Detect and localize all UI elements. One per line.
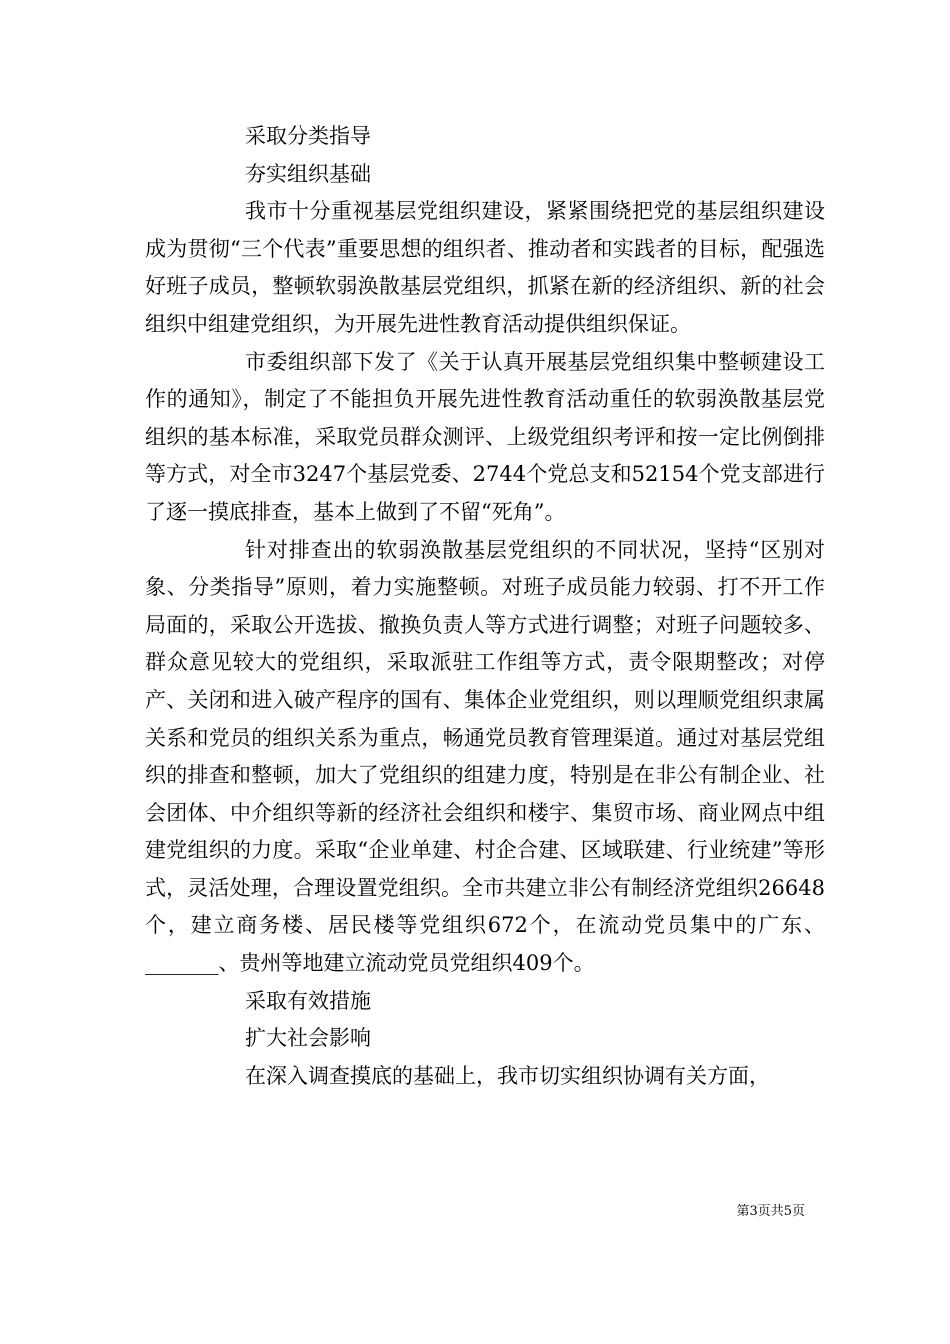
paragraph-party-building: 我市十分重视基层党组织建设，紧紧围绕把党的基层组织建设成为贯彻“三个代表”重要思想的组织者、推动者和实践者的目标，配强选好班子成员，整顿软弱涣散基层党组织，抓紧在新的经济组织、新的社会组织中组建党组织，为开展先进性教育活动提供组织保证。 (145, 199, 825, 336)
section-heading-social-influence: 扩大社会影响 (245, 1026, 371, 1051)
paragraph-rectification: 针对排查出的软弱涣散基层党组织的不同状况，坚持“区别对象、分类指导”原则，着力实施整顿。对班子成员能力较弱、打不开工作局面的，采取公开选拔、撤换负责人等方式进行调整；对班子问题较多、群众意见较大的党组织，采取派驻工作组等方式，责令限期整改；对停产、关闭和进入破产程序的国有、集体企业党组织，则以理顺党组织隶属关系和党员的组织关系为重点，畅通党员教育管理渠道。通过对基层党组织的排查和整顿，加大了党组织的组建力度，特别是在非公有制企业、社会团体、中介组织等新的经济社会组织和楼宇、集贸市场、商业网点中组建党组织的力度。采取“企业单建、村企合建、区域联建、行业统建”等形式，灵活处理，合理设置党组织。全市共建立非公有制经济党组织26648个，建立商务楼、居民楼等党组织672个，在流动党员集中的广东、_______、贵州等地建立流动党员党组织409个。 (145, 537, 825, 976)
section-heading-classified-guidance: 采取分类指导 (245, 124, 371, 148)
paragraph-coordination: 在深入调查摸底的基础上，我市切实组织协调有关方面， (245, 1063, 770, 1088)
section-heading-effective-measures: 采取有效措施 (245, 988, 371, 1013)
document-body (145, 118, 825, 1095)
page-number: 第3页共5页 (736, 1204, 805, 1219)
paragraph-notice-investigation: 市委组织部下发了《关于认真开展基层党组织集中整顿建设工作的通知》，制定了不能担负开展先进性教育活动重任的软弱涣散基层党组织的基本标准，采取党员群众测评、上级党组织考评和按一定比例倒排等方式，对全市3247个基层党委、2744个党总支和52154个党支部进行了逐一摸底排查，基本上做到了不留“死角”。 (145, 349, 825, 524)
section-heading-organization-foundation: 夯实组织基础 (245, 161, 371, 186)
